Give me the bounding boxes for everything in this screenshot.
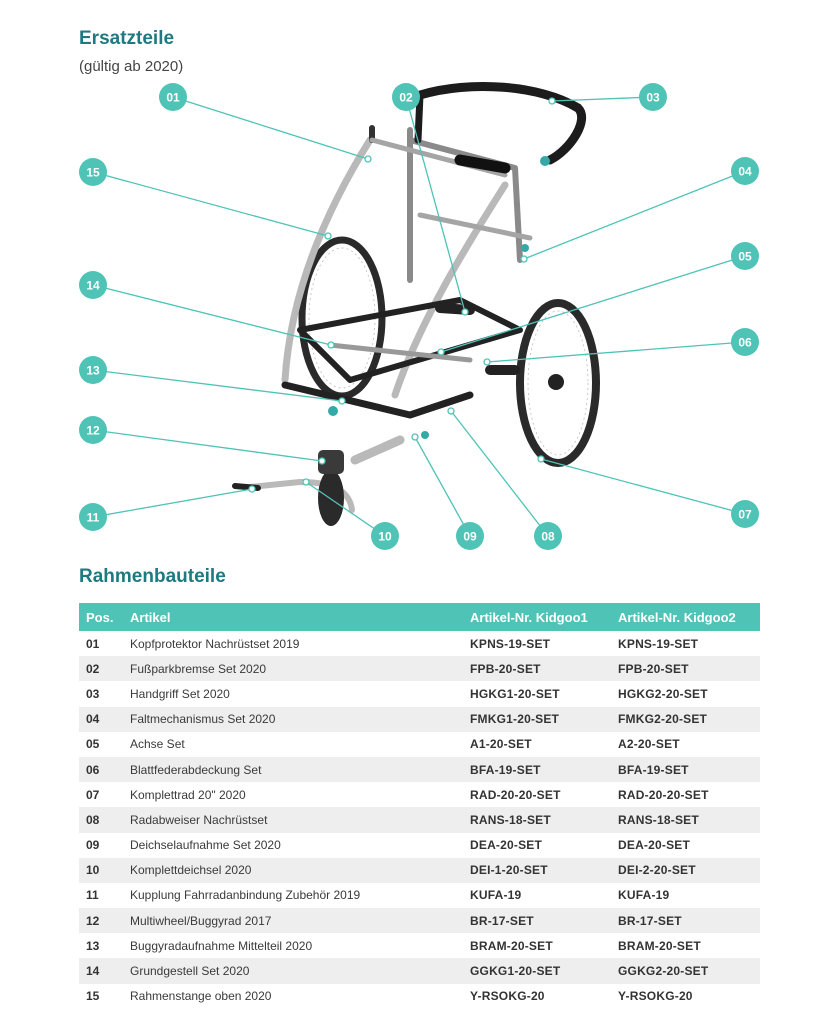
cell-kidgoo2: GGKG2-20-SET [611, 958, 760, 983]
cell-kidgoo2: HGKG2-20-SET [618, 686, 708, 701]
cell-pos: 10 [79, 858, 123, 883]
table-row [79, 883, 760, 908]
cell-kidgoo1: BFA-19-SET [463, 757, 611, 782]
callout-14 [79, 271, 107, 299]
callout-02 [392, 83, 420, 111]
cell-pos: 05 [86, 737, 100, 752]
cell-artikel: Komplettrad 20" 2020 [130, 787, 246, 802]
table-row [79, 656, 760, 681]
table-header-row [79, 603, 760, 631]
cell-artikel: Fußparkbremse Set 2020 [123, 656, 463, 681]
cell-kidgoo2: BR-17-SET [611, 908, 760, 933]
cell-artikel: Blattfederabdeckung Set [123, 757, 463, 782]
callout-label: 07 [738, 507, 752, 522]
cell-kidgoo2: BRAM-20-SET [618, 938, 701, 953]
cell-artikel: Komplettdeichsel 2020 [123, 858, 463, 883]
callout-label: 02 [399, 90, 413, 105]
callout-label: 15 [86, 165, 100, 180]
table-row [79, 782, 760, 807]
callout-07 [731, 500, 759, 528]
callout-09 [456, 522, 484, 550]
cell-kidgoo2: FPB-20-SET [611, 656, 760, 681]
callout-12 [79, 416, 107, 444]
callout-03 [639, 83, 667, 111]
callout-label: 04 [738, 164, 752, 179]
leader-lines [93, 97, 745, 536]
cell-kidgoo2: Y-RSOKG-20 [618, 989, 693, 1004]
callout-label: 09 [463, 529, 477, 544]
cell-kidgoo2: RANS-18-SET [611, 807, 760, 832]
table-row [79, 908, 760, 933]
callout-label: 03 [646, 90, 660, 105]
header-pos: Pos. [79, 603, 123, 631]
cell-kidgoo2: KPNS-19-SET [618, 636, 699, 651]
callout-08 [534, 522, 562, 550]
cell-kidgoo1: FMKG1-20-SET [463, 707, 611, 732]
cell-artikel: Buggyradaufnahme Mittelteil 2020 [130, 938, 313, 953]
cell-artikel: Kopfprotektor Nachrüstset 2019 [130, 636, 300, 651]
cell-kidgoo2: FMKG2-20-SET [611, 707, 760, 732]
cell-kidgoo1: KUFA-19 [470, 888, 522, 903]
cell-kidgoo1: Y-RSOKG-20 [470, 989, 545, 1004]
cell-artikel: Achse Set [130, 737, 185, 752]
cell-pos: 12 [79, 908, 123, 933]
cell-artikel: Deichselaufnahme Set 2020 [130, 838, 281, 853]
cell-kidgoo1: BR-17-SET [463, 908, 611, 933]
header-artikel: Artikel [123, 603, 463, 631]
section-title: Rahmenbauteile [79, 566, 226, 587]
cell-pos: 13 [86, 938, 100, 953]
table-row [79, 732, 760, 757]
cell-pos: 15 [86, 989, 100, 1004]
table-row [79, 958, 760, 983]
header-kidgoo1: Artikel-Nr. Kidgoo1 [463, 603, 611, 631]
callout-15 [79, 158, 107, 186]
callout-13 [79, 356, 107, 384]
callout-01 [159, 83, 187, 111]
cell-pos: 01 [86, 636, 100, 651]
trailer-frame [235, 86, 582, 510]
table-row [79, 707, 760, 732]
callout-10 [371, 522, 399, 550]
right-wheel [520, 303, 596, 463]
cell-pos: 09 [86, 838, 100, 853]
callout-label: 13 [86, 363, 100, 378]
cell-kidgoo1: GGKG1-20-SET [463, 958, 611, 983]
cell-kidgoo2: DEA-20-SET [618, 838, 691, 853]
cell-kidgoo1: DEA-20-SET [470, 838, 543, 853]
cell-kidgoo2: BFA-19-SET [611, 757, 760, 782]
cell-kidgoo2: A2-20-SET [618, 737, 680, 752]
callout-label: 14 [86, 278, 100, 293]
callout-11 [79, 503, 107, 531]
callout-label: 06 [738, 335, 752, 350]
table-row [79, 807, 760, 832]
table-row [79, 631, 760, 656]
cell-kidgoo1: DEI-1-20-SET [463, 858, 611, 883]
callout-06 [731, 328, 759, 356]
cell-pos: 04 [79, 707, 123, 732]
cell-pos: 11 [86, 888, 99, 903]
cell-artikel: Handgriff Set 2020 [130, 686, 230, 701]
table-row [79, 757, 760, 782]
cell-artikel: Rahmenstange oben 2020 [130, 989, 272, 1004]
page-title: Ersatzteile [79, 28, 175, 49]
table-row [79, 833, 760, 858]
page-subtitle: (gültig ab 2020) [79, 58, 184, 75]
cell-kidgoo1: RAD-20-20-SET [470, 787, 561, 802]
cell-pos: 03 [86, 686, 100, 701]
cell-pos: 14 [79, 958, 123, 983]
cell-artikel: Kupplung Fahrradanbindung Zubehör 2019 [130, 888, 361, 903]
leader-endpoints [249, 98, 555, 492]
cell-kidgoo1: KPNS-19-SET [470, 636, 551, 651]
cell-artikel: Multiwheel/Buggyrad 2017 [123, 908, 463, 933]
table-row [79, 984, 760, 1009]
table-row [79, 681, 760, 706]
cell-kidgoo2: KUFA-19 [618, 888, 670, 903]
callout-label: 10 [378, 529, 392, 544]
cell-artikel: Faltmechanismus Set 2020 [123, 707, 463, 732]
parts-table [79, 603, 760, 1009]
cell-kidgoo1: RANS-18-SET [463, 807, 611, 832]
cell-kidgoo1: A1-20-SET [470, 737, 532, 752]
cell-artikel: Radabweiser Nachrüstset [123, 807, 463, 832]
cell-pos: 07 [86, 787, 100, 802]
callout-label: 11 [86, 510, 100, 525]
cell-pos: 08 [79, 807, 123, 832]
cell-kidgoo1: HGKG1-20-SET [470, 686, 560, 701]
callout-label: 08 [541, 529, 555, 544]
callout-04 [731, 157, 759, 185]
cell-pos: 06 [79, 757, 123, 782]
table-row [79, 933, 760, 958]
callout-label: 01 [166, 90, 180, 105]
callout-05 [731, 242, 759, 270]
cell-kidgoo2: DEI-2-20-SET [611, 858, 760, 883]
callout-label: 12 [86, 423, 100, 438]
cell-kidgoo1: FPB-20-SET [463, 656, 611, 681]
cell-artikel: Grundgestell Set 2020 [123, 958, 463, 983]
callout-label: 05 [738, 249, 752, 264]
cell-kidgoo1: BRAM-20-SET [470, 938, 553, 953]
header-kidgoo2: Artikel-Nr. Kidgoo2 [611, 603, 760, 631]
cell-kidgoo2: RAD-20-20-SET [618, 787, 709, 802]
table-row [79, 858, 760, 883]
cell-pos: 02 [79, 656, 123, 681]
